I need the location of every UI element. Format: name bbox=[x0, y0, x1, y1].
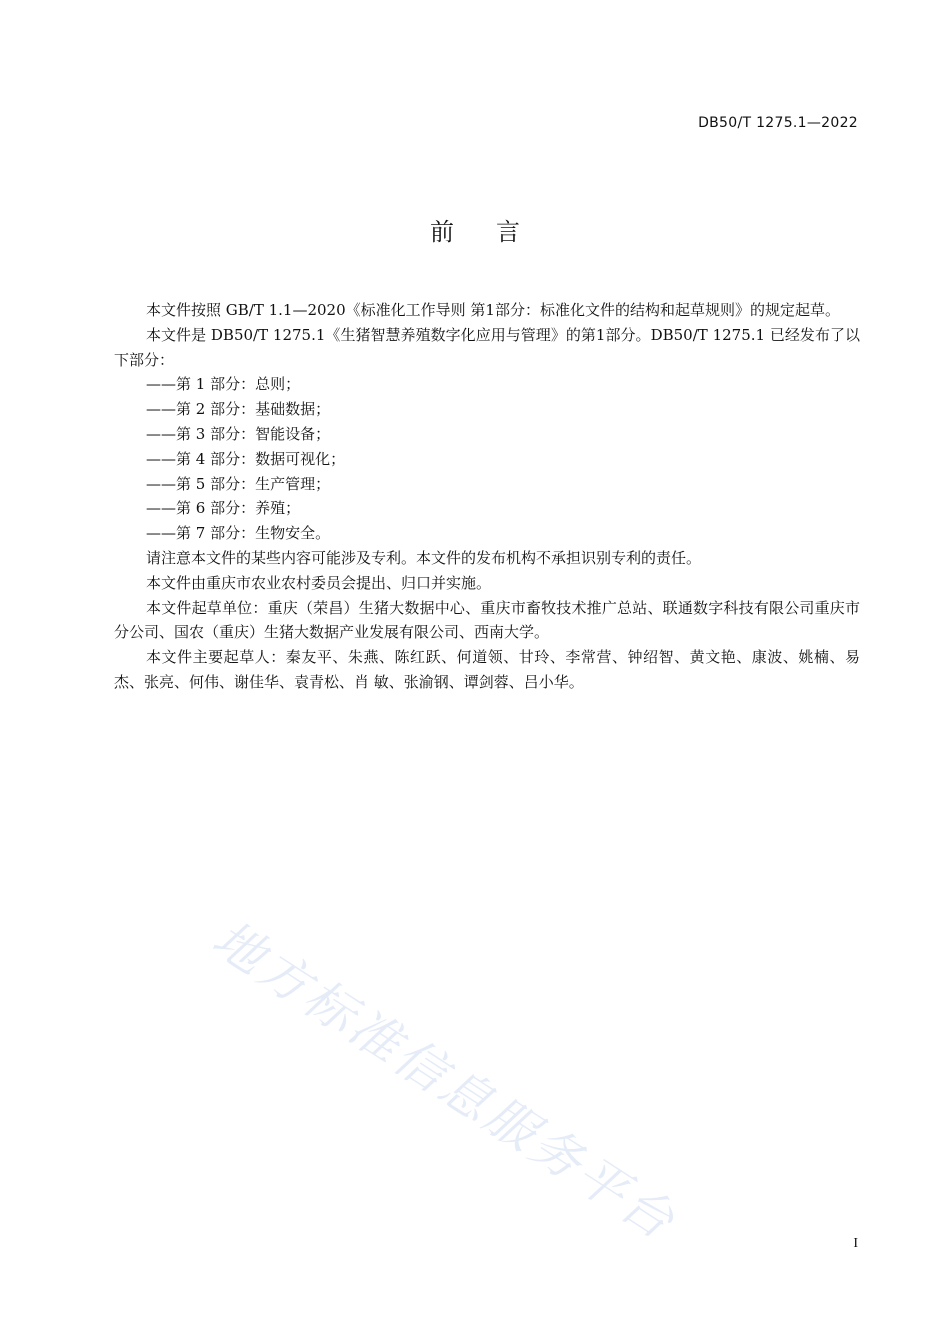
paragraph-drafting-rules: 本文件按照 GB/T 1.1—2020《标准化工作导则 第1部分：标准化文件的结构和起草规则》的规定起草。 bbox=[146, 301, 840, 319]
list-item-part-7: ——第 7 部分：生物安全。 bbox=[146, 524, 331, 543]
paragraph-drafting-units: 本文件起草单位：重庆（荣昌）生猪大数据中心、重庆市畜牧技术推广总站、联通数字科技有限公司重庆市分公司、国农（重庆）生猪大数据产业发展有限公司、西南大学。 bbox=[114, 598, 860, 642]
paragraph-proposer: 本文件由重庆市农业农村委员会提出、归口并实施。 bbox=[146, 573, 492, 592]
paragraph-drafters: 本文件主要起草人：秦友平、朱燕、陈红跃、何道领、甘玲、李常营、钟绍智、黄文艳、康波、姚楠、易杰、张亮、何伟、谢佳华、袁青松、肖 敏、张渝钢、谭剑蓉、吕小华。 bbox=[114, 648, 860, 691]
document-code: DB50/T 1275.1—2022 bbox=[698, 115, 858, 131]
list-item-part-2: ——第 2 部分：基础数据； bbox=[146, 400, 331, 419]
list-item-part-6: ——第 6 部分：养殖； bbox=[146, 499, 301, 518]
page-number: I bbox=[853, 1236, 858, 1251]
paragraph-series-intro: 本文件是 DB50/T 1275.1《生猪智慧养殖数字化应用与管理》的第1部分。DB50/T 1275.1 已经发布了以下部分： bbox=[114, 325, 860, 369]
watermark-text: 地方标准信息服务平台 bbox=[202, 909, 687, 1252]
page-title: 前言 bbox=[430, 218, 562, 246]
list-item-part-4: ——第 4 部分：数据可视化； bbox=[146, 449, 346, 468]
list-item-part-1: ——第 1 部分：总则； bbox=[146, 375, 301, 394]
list-item-part-5: ——第 5 部分：生产管理； bbox=[146, 474, 331, 493]
foreword-content bbox=[114, 298, 860, 695]
paragraph-patent-notice: 请注意本文件的某些内容可能涉及专利。本文件的发布机构不承担识别专利的责任。 bbox=[146, 548, 702, 567]
list-item-part-3: ——第 3 部分：智能设备； bbox=[146, 424, 331, 443]
